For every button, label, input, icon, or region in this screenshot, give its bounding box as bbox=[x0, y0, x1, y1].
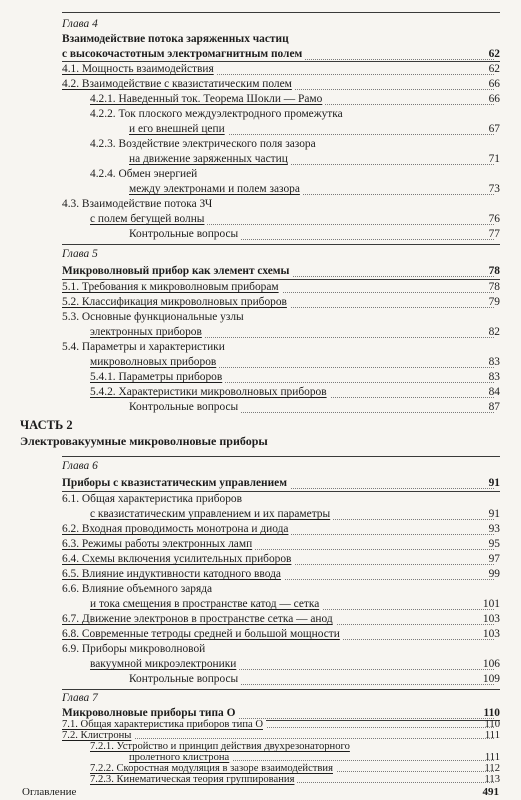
toc-entry-page: 111 bbox=[484, 752, 500, 763]
toc-entry-page: 110 bbox=[484, 719, 500, 730]
toc-entry[interactable]: 5.1. Требования к микроволновым приборам 78 bbox=[0, 280, 521, 295]
toc-entry[interactable]: между электронами и полем зазора 73 bbox=[0, 182, 521, 197]
toc-entry[interactable]: Контрольные вопросы 87 bbox=[0, 400, 521, 415]
toc-entry[interactable]: 6.3. Режимы работы электронных ламп 95 bbox=[0, 537, 521, 552]
toc-entry[interactable]: 5.2. Классификация микроволновых приборов 79 bbox=[0, 295, 521, 310]
toc-entry[interactable]: 4.2.3. Воздействие электрического поля зазора bbox=[0, 137, 521, 152]
toc-entry-text: пролетного клистрона bbox=[129, 752, 232, 763]
toc-entry[interactable]: 6.4. Схемы включения усилительных приборов 97 bbox=[0, 552, 521, 567]
toc-entry[interactable]: 6.2. Входная проводимость монотрона и диода 93 bbox=[0, 522, 521, 537]
chapter-divider bbox=[62, 244, 500, 245]
toc-entry[interactable]: Контрольные вопросы 77 bbox=[0, 227, 521, 242]
toc-entry[interactable]: 4.1. Мощность взаимодействия 62 bbox=[0, 62, 521, 77]
toc-entry[interactable]: 5.4.1. Параметры приборов 83 bbox=[0, 370, 521, 385]
toc-entry[interactable]: 6.8. Современные тетроды средней и большой мощности 103 bbox=[0, 627, 521, 642]
toc-entry[interactable] bbox=[0, 774, 521, 785]
chapter-divider bbox=[62, 12, 500, 13]
toc-entry[interactable]: и тока смещения в пространстве катод — сетка 101 bbox=[0, 597, 521, 612]
toc-entry[interactable]: 4.2.1. Наведенный ток. Теорема Шокли — Рамо 66 bbox=[0, 92, 521, 107]
toc-entry-page: 112 bbox=[484, 763, 500, 774]
chapter-divider bbox=[62, 689, 500, 690]
toc-entry[interactable]: 4.2.4. Обмен энергией bbox=[0, 167, 521, 182]
toc-entry-text: 7.2.2. Скоростная модуляция в зазоре взаимодействия bbox=[90, 763, 336, 774]
toc-entry[interactable]: 6.5. Влияние индуктивности катодного ввода 99 bbox=[0, 567, 521, 582]
part-label: ЧАСТЬ 2 bbox=[20, 418, 73, 432]
toc-entry[interactable]: на движение заряженных частиц 71 bbox=[0, 152, 521, 167]
toc-entry[interactable]: 6.9. Приборы микроволновой bbox=[0, 642, 521, 657]
chapter-title: Взаимодействие потока заряженных частиц bbox=[0, 32, 521, 47]
toc-entry[interactable]: с квазистатическим управлением и их параметры 91 bbox=[0, 507, 521, 522]
toc-entry-text: 7.2.1. Устройство и принцип действия двухрезонаторного bbox=[90, 741, 353, 752]
toc-entry[interactable]: 4.3. Взаимодействие потока ЗЧ bbox=[0, 197, 521, 212]
footer-section: Оглавление bbox=[22, 786, 77, 798]
toc-entry[interactable]: 6.7. Движение электронов в пространстве сетка — анод 103 bbox=[0, 612, 521, 627]
toc-entry[interactable]: и его внешней цепи 67 bbox=[0, 122, 521, 137]
chapter-divider bbox=[62, 456, 500, 457]
toc-entry[interactable]: 4.2.2. Ток плоского междуэлектродного промежутка bbox=[0, 107, 521, 122]
toc-entry[interactable]: с полем бегущей волны 76 bbox=[0, 212, 521, 227]
footer-page-number: 491 bbox=[482, 786, 499, 798]
toc-entry-text: 7.2.3. Кинематическая теория группирования bbox=[90, 774, 297, 785]
toc-entry-text: 7.1. Общая характеристика приборов типа О bbox=[62, 719, 266, 730]
toc-entry[interactable]: Контрольные вопросы 109 bbox=[0, 672, 521, 687]
toc-entry-page: 113 bbox=[484, 774, 500, 785]
toc-entry[interactable]: 5.3. Основные функциональные узлы bbox=[0, 310, 521, 325]
toc-entry[interactable]: с высокочастотным электромагнитным полем 62 bbox=[0, 47, 521, 62]
chapter-label: Глава 4 bbox=[0, 17, 521, 32]
toc-entry[interactable]: вакуумной микроэлектроники 106 bbox=[0, 657, 521, 672]
toc-entry-page: 111 bbox=[484, 730, 500, 741]
toc-entry[interactable]: 6.6. Влияние объемного заряда bbox=[0, 582, 521, 597]
toc-entry[interactable]: 5.4. Параметры и характеристики bbox=[0, 340, 521, 355]
toc-entry[interactable]: Приборы с квазистатическим управлением 91 bbox=[0, 476, 521, 491]
chapter-label: Глава 6 bbox=[0, 459, 521, 474]
toc-entry[interactable]: Микроволновый прибор как элемент схемы 78 bbox=[0, 264, 521, 279]
toc-entry[interactable]: 5.4.2. Характеристики микроволновых приборов 84 bbox=[0, 385, 521, 400]
chapter-label: Глава 7 bbox=[0, 691, 521, 706]
toc-entry[interactable]: 6.1. Общая характеристика приборов bbox=[0, 492, 521, 507]
toc-entry[interactable]: 4.2. Взаимодействие с квазистатическим полем 66 bbox=[0, 77, 521, 92]
toc-entry-text: 7.2. Клистроны bbox=[62, 730, 134, 741]
part-title: Электровакуумные микроволновые приборы bbox=[20, 434, 268, 448]
toc-entry[interactable] bbox=[0, 730, 521, 741]
toc-entry[interactable]: электронных приборов 82 bbox=[0, 325, 521, 340]
chapter-label: Глава 5 bbox=[0, 247, 521, 262]
toc-entry[interactable]: микроволновых приборов 83 bbox=[0, 355, 521, 370]
toc-entry[interactable]: Микроволновые приборы типа О 110 bbox=[0, 706, 521, 721]
